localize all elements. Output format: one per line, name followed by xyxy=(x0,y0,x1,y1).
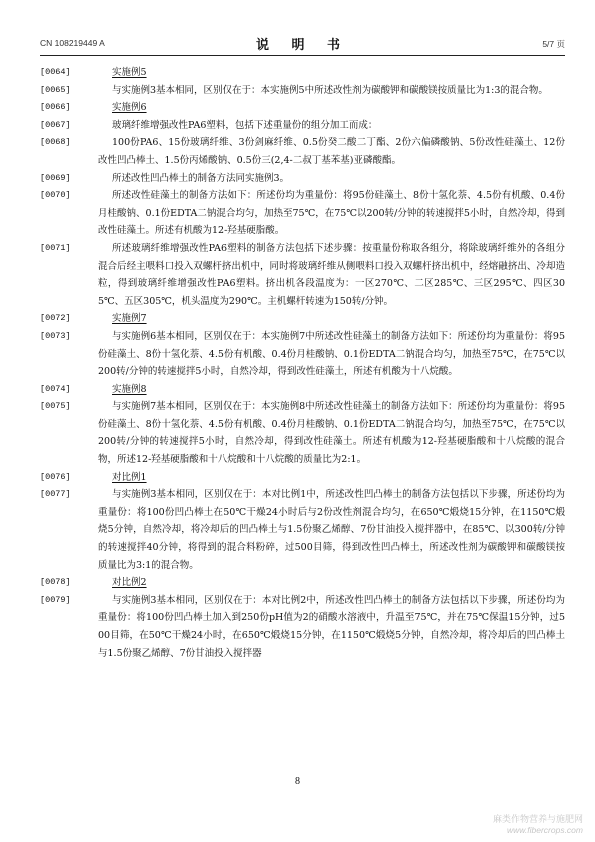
description-body xyxy=(40,64,565,662)
paragraph-number: [0065] xyxy=(40,84,71,95)
section-heading xyxy=(40,64,565,82)
paragraph-number: [0066] xyxy=(40,102,71,113)
paragraph-number: [0079] xyxy=(40,594,71,605)
paragraph xyxy=(40,328,565,381)
paragraph xyxy=(40,117,565,135)
section-heading xyxy=(40,574,565,592)
page-count: 5/7 页 xyxy=(542,39,565,49)
paragraph-number: [0075] xyxy=(40,401,71,412)
paragraph-number: [0074] xyxy=(40,383,71,394)
paragraph xyxy=(40,240,565,310)
section-heading-text: 对比例1 xyxy=(112,471,147,483)
paragraph xyxy=(40,187,565,240)
paragraph-text: 与实施例7基本相同，区别仅在于：本实施例8中所述改性硅藻土的制备方法如下：所述份均为重量份：将95份硅藻土、8份十氢化萘、4.5份有机酸、0.4份月桂酸钠、0.1份EDTA二钠混合均匀，加热至75℃，在75℃以200转/分钟的转速搅拌5小时，自然冷却，得到改性硅藻土。所述有机酸为12-羟基硬脂酸和十八烷酸的混合物，所述12-羟基硬脂酸和十八烷酸和十八烷酸的质量比为2:1。 xyxy=(98,401,565,466)
page-number: 8 xyxy=(295,776,300,787)
paragraph xyxy=(40,82,565,100)
paragraph-text: 与实施例3基本相同，区别仅在于：本对比例1中，所述改性凹凸棒土的制备方法包括以下步骤，所述份均为重量份：将100份凹凸棒土在50℃干燥24小时后与2份改性剂混合均匀，在650℃煅烧15分钟，在1150℃煅烧5分钟，自然冷却，将冷却后的凹凸棒土与1.5份聚乙烯醇、7份甘油投入搅拌器中，在85℃、以300转/分钟的转速搅拌40分钟，将得到的混合料粉碎，过500目筛，得到改性凹凸棒土，所述改性剂为碳酸钾和碳酸镁按质量比为3:1的混合物。 xyxy=(98,489,565,571)
paragraph-number: [0076] xyxy=(40,471,71,482)
section-heading xyxy=(40,310,565,328)
paragraph-number: [0068] xyxy=(40,137,71,148)
paragraph-text: 所述玻璃纤维增强改性PA6塑料的制备方法包括下述步骤：按重量份称取各组分，将除玻璃纤维外的各组分混合后经主喂料口投入双螺杆挤出机中，同时将玻璃纤维从侧喂料口投入双螺杆挤出机中，经熔融挤出、冷却造粒，得到玻璃纤维增强改性PA6塑料。挤出机各段温度为：一区270℃、二区285℃、三区295℃、四区305℃、五区305℃，机头温度为290℃。主机螺杆转速为150转/分钟。 xyxy=(98,242,565,307)
section-heading xyxy=(40,381,565,399)
paragraph-text: 与实施例3基本相同，区别仅在于：本实施例5中所述改性剂为碳酸钾和碳酸镁按质量比为1:3的混合物。 xyxy=(112,84,548,96)
paragraph xyxy=(40,134,565,169)
paragraph-text: 与实施例6基本相同，区别仅在于：本实施例7中所述改性硅藻土的制备方法如下：所述份均为重量份：将95份硅藻土、8份十氢化萘、4.5份有机酸、0.4份月桂酸钠、0.1份EDTA二钠混合均匀，加热至75℃，在75℃以200转/分钟的转速搅拌5小时，自然冷却，得到改性硅藻土，所述有机酸为十八烷酸。 xyxy=(98,330,565,378)
paragraph-number: [0073] xyxy=(40,330,71,341)
header-rule xyxy=(40,55,565,56)
paragraph-number: [0070] xyxy=(40,190,71,201)
paragraph-number: [0078] xyxy=(40,577,71,588)
paragraph-number: [0069] xyxy=(40,172,71,183)
section-heading-text: 实施例5 xyxy=(112,67,147,78)
watermark xyxy=(493,814,583,836)
paragraph-text: 所述改性凹凸棒土的制备方法同实施例3。 xyxy=(112,172,290,184)
paragraph xyxy=(40,398,565,468)
paragraph-number: [0067] xyxy=(40,119,71,130)
section-heading-text: 实施例8 xyxy=(112,383,147,395)
section-heading-text: 对比例2 xyxy=(112,577,147,589)
section-heading-text: 实施例6 xyxy=(112,102,147,114)
paragraph-number: [0077] xyxy=(40,489,71,500)
paragraph-number: [0071] xyxy=(40,242,71,253)
paragraph-text: 100份PA6、15份玻璃纤维、3份剑麻纤维、0.5份癸二酸二丁酯、2份六偏磷酸钠、5份改性硅藻土、12份改性凹凸棒土、1.5份丙烯酸钠、0.5份三(2,4-二叔丁基苯基)亚磷酸酯。 xyxy=(98,137,565,166)
paragraph-text: 所述改性硅藻土的制备方法如下：所述份均为重量份：将95份硅藻土、8份十氢化萘、4.5份有机酸、0.4份月桂酸钠、0.1份EDTA二钠混合均匀，加热至75℃，在75℃以200转/分钟的转速搅拌5小时，自然冷却，得到改性硅藻土。所述有机酸为12-羟基硬脂酸。 xyxy=(98,190,565,237)
watermark-url: www.fibercrops.com xyxy=(506,825,583,835)
paragraph xyxy=(40,486,565,574)
paragraph xyxy=(40,592,565,662)
paragraph-number: [0072] xyxy=(40,313,71,324)
section-heading xyxy=(40,99,565,117)
paragraph-number: [0064] xyxy=(40,67,71,77)
paragraph-text: 与实施例3基本相同，区别仅在于：本对比例2中，所述改性凹凸棒土的制备方法包括以下步骤，所述份均为重量份：将100份凹凸棒土加入到250份pH值为2的硝酸水溶液中，升温至75℃，并在75℃保温15分钟，过500目筛，在50℃干燥24小时，在650℃煅烧15分钟，在1150℃煅烧5分钟，自然冷却，将冷却后的凹凸棒土与1.5份聚乙烯醇、7份甘油投入搅拌器 xyxy=(98,594,565,659)
paragraph xyxy=(40,170,565,188)
page-header xyxy=(40,34,565,54)
paragraph-text: 玻璃纤维增强改性PA6塑料，包括下述重量份的组分加工而成： xyxy=(112,119,378,131)
section-heading-text: 实施例7 xyxy=(112,313,147,325)
watermark-title: 麻类作物营养与施肥网 xyxy=(492,814,583,824)
section-heading xyxy=(40,469,565,487)
publication-number: CN 108219449 A xyxy=(40,38,105,48)
document-title: 说 明 书 xyxy=(255,38,350,53)
